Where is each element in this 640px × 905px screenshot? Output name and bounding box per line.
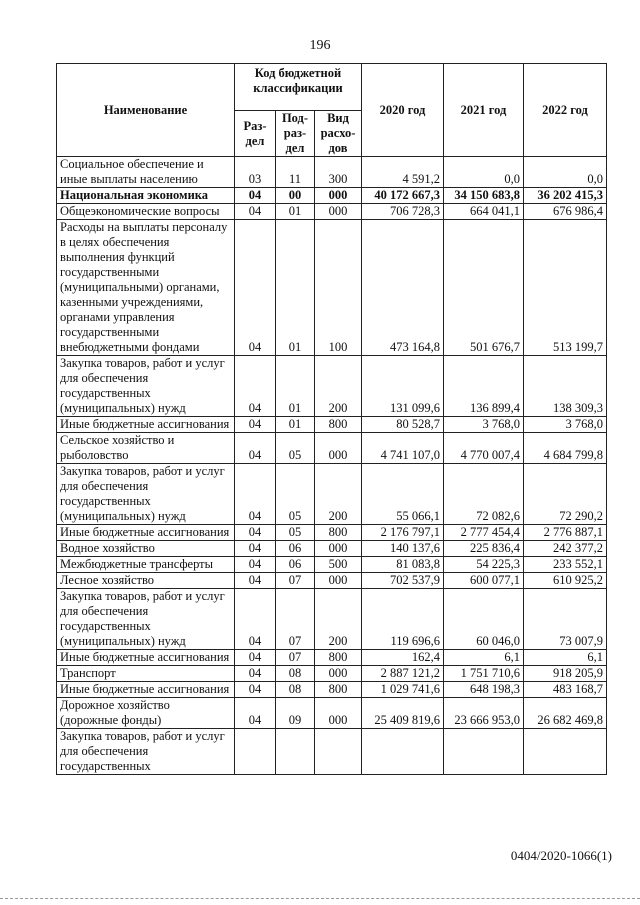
row-value-2021: 648 198,3 [444, 682, 524, 698]
table-row [57, 541, 607, 557]
row-vid-raskhodov: 000 [315, 666, 362, 682]
row-name: Сельское хозяйство и рыболовство [57, 433, 235, 464]
row-value-2022: 242 377,2 [524, 541, 607, 557]
row-value-2022: 3 768,0 [524, 417, 607, 433]
row-podrazdel: 07 [276, 650, 315, 666]
row-value-2021: 136 899,4 [444, 356, 524, 417]
row-value-2022 [524, 729, 607, 775]
row-vid-raskhodov: 800 [315, 682, 362, 698]
row-vid-raskhodov: 800 [315, 417, 362, 433]
row-value-2021: 4 770 007,4 [444, 433, 524, 464]
row-razdel: 04 [235, 464, 276, 525]
row-value-2022: 233 552,1 [524, 557, 607, 573]
table-row [57, 417, 607, 433]
row-value-2022: 73 007,9 [524, 589, 607, 650]
table-row [57, 698, 607, 729]
row-vid-raskhodov: 000 [315, 433, 362, 464]
row-value-2020: 162,4 [362, 650, 444, 666]
header-2022: 2022 год [524, 64, 607, 157]
row-value-2022: 610 925,2 [524, 573, 607, 589]
row-value-2022: 2 776 887,1 [524, 525, 607, 541]
header-vid-raskhodov: Вид расхо-дов [315, 111, 362, 157]
row-podrazdel: 00 [276, 188, 315, 204]
row-vid-raskhodov: 200 [315, 589, 362, 650]
row-vid-raskhodov: 800 [315, 525, 362, 541]
row-value-2022: 4 684 799,8 [524, 433, 607, 464]
row-value-2020: 4 741 107,0 [362, 433, 444, 464]
row-vid-raskhodov: 000 [315, 188, 362, 204]
row-value-2022: 72 290,2 [524, 464, 607, 525]
scan-divider [0, 898, 640, 900]
table-row [57, 433, 607, 464]
row-value-2021: 1 751 710,6 [444, 666, 524, 682]
page-number: 196 [309, 38, 331, 53]
header-2021: 2021 год [444, 64, 524, 157]
row-razdel: 04 [235, 650, 276, 666]
row-podrazdel: 11 [276, 157, 315, 188]
row-razdel: 04 [235, 525, 276, 541]
row-value-2020: 55 066,1 [362, 464, 444, 525]
row-podrazdel: 01 [276, 220, 315, 356]
row-podrazdel: 01 [276, 417, 315, 433]
row-razdel: 04 [235, 220, 276, 356]
row-value-2021: 600 077,1 [444, 573, 524, 589]
row-name: Межбюджетные трансферты [57, 557, 235, 573]
row-vid-raskhodov: 200 [315, 356, 362, 417]
row-name: Транспорт [57, 666, 235, 682]
row-razdel: 03 [235, 157, 276, 188]
row-razdel: 04 [235, 433, 276, 464]
table-row [57, 729, 607, 775]
row-vid-raskhodov: 500 [315, 557, 362, 573]
row-name: Иные бюджетные ассигнования [57, 417, 235, 433]
row-vid-raskhodov: 000 [315, 698, 362, 729]
table-row [57, 464, 607, 525]
row-value-2022: 26 682 469,8 [524, 698, 607, 729]
row-name: Водное хозяйство [57, 541, 235, 557]
row-razdel: 04 [235, 557, 276, 573]
row-razdel: 04 [235, 356, 276, 417]
row-razdel: 04 [235, 666, 276, 682]
table-row [57, 356, 607, 417]
row-value-2020: 706 728,3 [362, 204, 444, 220]
row-value-2020: 4 591,2 [362, 157, 444, 188]
table-row [57, 682, 607, 698]
row-value-2021 [444, 729, 524, 775]
row-value-2020: 2 887 121,2 [362, 666, 444, 682]
table-row [57, 573, 607, 589]
row-razdel: 04 [235, 589, 276, 650]
row-vid-raskhodov: 000 [315, 204, 362, 220]
row-podrazdel: 01 [276, 204, 315, 220]
row-value-2021: 72 082,6 [444, 464, 524, 525]
row-vid-raskhodov: 800 [315, 650, 362, 666]
row-value-2021: 34 150 683,8 [444, 188, 524, 204]
row-value-2020: 81 083,8 [362, 557, 444, 573]
row-name: Закупка товаров, работ и услуг для обеспечения государственных (муниципальных) нужд [57, 356, 235, 417]
table-row [57, 188, 607, 204]
row-podrazdel: 07 [276, 589, 315, 650]
row-value-2020: 473 164,8 [362, 220, 444, 356]
row-podrazdel: 05 [276, 433, 315, 464]
row-razdel: 04 [235, 188, 276, 204]
row-value-2022: 0,0 [524, 157, 607, 188]
row-value-2020: 131 099,6 [362, 356, 444, 417]
row-name: Иные бюджетные ассигнования [57, 650, 235, 666]
row-value-2021: 501 676,7 [444, 220, 524, 356]
row-podrazdel: 05 [276, 525, 315, 541]
row-value-2020: 25 409 819,6 [362, 698, 444, 729]
row-vid-raskhodov: 000 [315, 573, 362, 589]
row-razdel: 04 [235, 682, 276, 698]
row-razdel: 04 [235, 573, 276, 589]
row-value-2021: 664 041,1 [444, 204, 524, 220]
row-name: Закупка товаров, работ и услуг для обеспечения государственных [57, 729, 235, 775]
row-vid-raskhodov: 300 [315, 157, 362, 188]
row-razdel: 04 [235, 204, 276, 220]
row-value-2021: 60 046,0 [444, 589, 524, 650]
row-value-2021: 23 666 953,0 [444, 698, 524, 729]
row-value-2020 [362, 729, 444, 775]
row-name: Расходы на выплаты персоналу в целях обеспечения выполнения функций государственными (муниципальными) органами, казенными учреждениями, органами управления государственными внебюджетными фондами [57, 220, 235, 356]
table-row [57, 666, 607, 682]
row-podrazdel: 01 [276, 356, 315, 417]
row-value-2020: 119 696,6 [362, 589, 444, 650]
table-row [57, 650, 607, 666]
row-name: Национальная экономика [57, 188, 235, 204]
row-name: Иные бюджетные ассигнования [57, 682, 235, 698]
row-value-2020: 40 172 667,3 [362, 188, 444, 204]
row-podrazdel: 05 [276, 464, 315, 525]
row-name: Закупка товаров, работ и услуг для обеспечения государственных (муниципальных) нужд [57, 464, 235, 525]
header-razdel: Раз-дел [235, 111, 276, 157]
row-value-2021: 6,1 [444, 650, 524, 666]
row-value-2020: 80 528,7 [362, 417, 444, 433]
row-value-2020: 140 137,6 [362, 541, 444, 557]
table-row [57, 557, 607, 573]
table-row [57, 589, 607, 650]
row-value-2020: 702 537,9 [362, 573, 444, 589]
row-value-2021: 0,0 [444, 157, 524, 188]
row-value-2020: 1 029 741,6 [362, 682, 444, 698]
row-vid-raskhodov: 200 [315, 464, 362, 525]
row-podrazdel: 06 [276, 541, 315, 557]
row-value-2020: 2 176 797,1 [362, 525, 444, 541]
header-2020: 2020 год [362, 64, 444, 157]
row-name: Социальное обеспечение и иные выплаты населению [57, 157, 235, 188]
header-podrazdel: Под-раз-дел [276, 111, 315, 157]
row-value-2022: 483 168,7 [524, 682, 607, 698]
row-value-2022: 676 986,4 [524, 204, 607, 220]
row-value-2021: 225 836,4 [444, 541, 524, 557]
row-name: Иные бюджетные ассигнования [57, 525, 235, 541]
row-name: Лесное хозяйство [57, 573, 235, 589]
row-value-2022: 918 205,9 [524, 666, 607, 682]
row-podrazdel: 09 [276, 698, 315, 729]
row-vid-raskhodov [315, 729, 362, 775]
row-value-2022: 36 202 415,3 [524, 188, 607, 204]
row-razdel [235, 729, 276, 775]
row-value-2022: 6,1 [524, 650, 607, 666]
row-value-2021: 2 777 454,4 [444, 525, 524, 541]
row-name: Закупка товаров, работ и услуг для обеспечения государственных (муниципальных) нужд [57, 589, 235, 650]
row-podrazdel: 08 [276, 666, 315, 682]
row-value-2021: 3 768,0 [444, 417, 524, 433]
table-row [57, 204, 607, 220]
row-podrazdel: 06 [276, 557, 315, 573]
row-razdel: 04 [235, 541, 276, 557]
budget-table [56, 63, 607, 775]
document-code: 0404/2020-1066(1) [510, 848, 612, 863]
row-name: Дорожное хозяйство (дорожные фонды) [57, 698, 235, 729]
header-name: Наименование [57, 64, 235, 157]
row-razdel: 04 [235, 698, 276, 729]
row-value-2022: 513 199,7 [524, 220, 607, 356]
table-row [57, 525, 607, 541]
row-podrazdel: 07 [276, 573, 315, 589]
row-vid-raskhodov: 100 [315, 220, 362, 356]
header-code-group: Код бюджетной классификации [235, 64, 362, 111]
row-razdel: 04 [235, 417, 276, 433]
row-value-2022: 138 309,3 [524, 356, 607, 417]
row-name: Общеэкономические вопросы [57, 204, 235, 220]
row-podrazdel: 08 [276, 682, 315, 698]
row-value-2021: 54 225,3 [444, 557, 524, 573]
row-vid-raskhodov: 000 [315, 541, 362, 557]
table-row [57, 220, 607, 356]
table-row [57, 157, 607, 188]
row-podrazdel [276, 729, 315, 775]
